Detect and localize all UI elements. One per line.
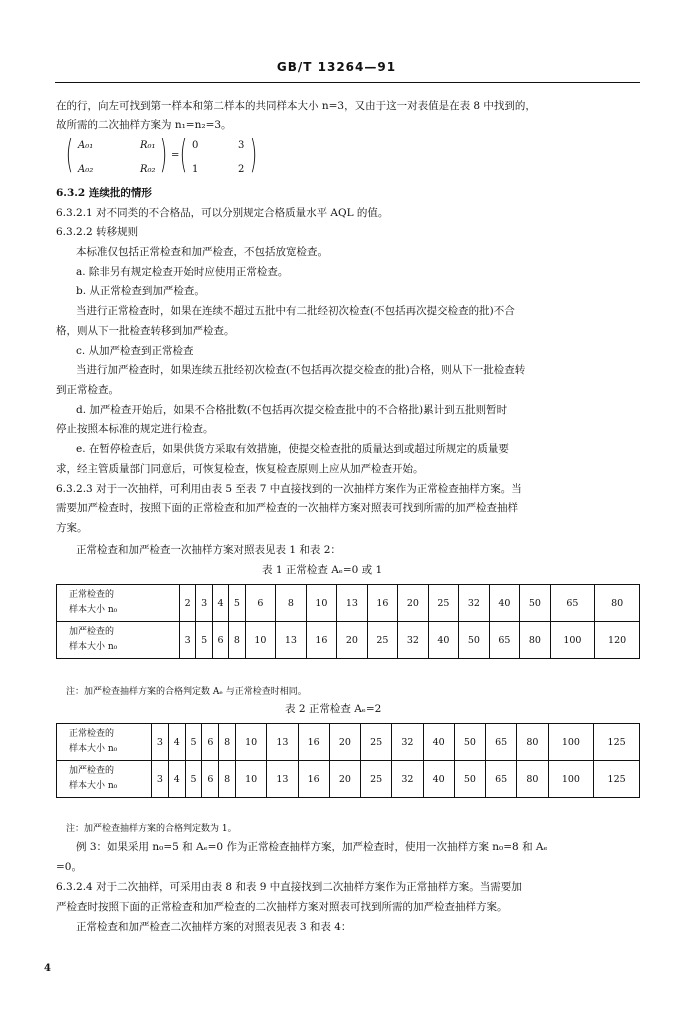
table-cell: 80 (517, 724, 548, 761)
table-cell: 3 (196, 585, 212, 622)
table-cell: 25 (428, 585, 459, 622)
table-cell: 10 (236, 724, 267, 761)
table-cell: 10 (236, 761, 267, 798)
body-line: 到正常检查。 (56, 384, 119, 396)
section-heading: 6.3.2.2 转移规则 (56, 226, 139, 238)
table-cell: 65 (489, 622, 520, 659)
table-cell: 20 (398, 585, 429, 622)
table-cell: 6 (245, 585, 276, 622)
row-label: 加严检查的 样本大小 n₀ (57, 622, 180, 659)
table-cell: 8 (219, 724, 236, 761)
table-cell: 8 (229, 622, 245, 659)
table-cell: 125 (594, 761, 640, 798)
table1-title: 表 1 正常检查 Aₑ=0 或 1 (262, 564, 383, 576)
body-line: 严检查时按照下面的正常检查和加严检查的二次抽样方案对照表可找到所需的加严检查抽样方案。 (56, 901, 508, 913)
body-line: 故所需的二次抽样方案为 n₁=n₂=3。 (56, 119, 232, 131)
matrix-r1: R₀₁ (140, 140, 156, 151)
table-cell: 40 (423, 724, 454, 761)
table-cell: 25 (367, 622, 398, 659)
table-cell: 5 (229, 585, 245, 622)
table-row (57, 761, 640, 798)
table-cell: 13 (267, 724, 298, 761)
row-label: 正常检查的 样本大小 n₀ (57, 724, 152, 761)
section-heading: 6.3.2 连续批的情形 (56, 187, 152, 199)
body-line: =0。 (56, 861, 82, 873)
body-line: a. 除非另有规定检查开始时应使用正常检查。 (76, 266, 289, 278)
table1-note: 注：加严检查抽样方案的合格判定数 Aₑ 与正常检查时相同。 (66, 687, 307, 697)
matrix-v22: 2 (238, 164, 245, 175)
table2-title: 表 2 正常检查 Aₑ=2 (285, 703, 382, 715)
header-rule (55, 82, 640, 83)
body-line: b. 从正常检查到加严检查。 (76, 285, 205, 297)
body-line: d. 加严检查开始后，如果不合格批数(不包括再次提交检查批中的不合格批)累计到五批则暂时 (76, 404, 508, 416)
page-number: 4 (44, 963, 51, 974)
table-cell: 16 (298, 761, 329, 798)
body-line: 停止按照本标准的规定进行检查。 (56, 423, 214, 435)
table-cell: 2 (180, 585, 196, 622)
table-cell: 32 (459, 585, 490, 622)
standard-number-header: GB/T 13264—91 (276, 60, 397, 74)
table-cell: 32 (398, 622, 429, 659)
body-line: 当进行正常检查时，如果在连续不超过五批中有二批经初次检查(不包括再次提交检查的批)不合 (76, 305, 515, 317)
table-cell: 3 (180, 622, 196, 659)
matrix-v21: 1 (192, 164, 199, 175)
table-cell: 6 (212, 622, 228, 659)
table-cell: 3 (152, 761, 169, 798)
body-line: 6.3.2.3 对于一次抽样，可利用由表 5 至表 7 中直接找到的一次抽样方案作为正常检查抽样方案。当 (56, 483, 522, 495)
table-cell: 8 (276, 585, 307, 622)
table-cell: 4 (212, 585, 228, 622)
table-row (57, 724, 640, 761)
table-cell: 10 (306, 585, 337, 622)
table-cell: 5 (185, 724, 202, 761)
table-cell: 100 (550, 622, 595, 659)
matrix-v12: 3 (238, 140, 245, 151)
table-cell: 5 (196, 622, 212, 659)
body-line: 6.3.2.1 对不同类的不合格品，可以分别规定合格质量水平 AQL 的值。 (56, 207, 389, 219)
matrix-v11: 0 (192, 140, 199, 151)
table-cell: 16 (298, 724, 329, 761)
table-2 (56, 723, 640, 798)
table-cell: 50 (520, 585, 551, 622)
table-cell: 80 (517, 761, 548, 798)
table-cell: 13 (337, 585, 368, 622)
decision-matrix: ( A₀₁ R₀₁ A₀₂ R₀₂ ) = ( 0 3 1 2 ) (65, 132, 258, 176)
table-cell: 10 (245, 622, 276, 659)
table-cell: 50 (454, 724, 485, 761)
table-cell: 120 (595, 622, 640, 659)
table-cell: 65 (486, 724, 517, 761)
table-cell: 25 (361, 724, 392, 761)
matrix-a2: A₀₂ (78, 164, 94, 175)
body-line: 需要加严检查时，按照下面的正常检查和加严检查的一次抽样方案对照表可找到所需的加严检查抽样 (56, 502, 518, 514)
matrix-r2: R₀₂ (140, 164, 156, 175)
table-cell: 80 (595, 585, 640, 622)
table-cell: 80 (520, 622, 551, 659)
table-cell: 100 (548, 724, 594, 761)
body-line: e. 在暂停检查后，如果供货方采取有效措施，使提交检查批的质量达到或超过所规定的质量要 (76, 443, 509, 455)
table-cell: 40 (423, 761, 454, 798)
table-cell: 16 (367, 585, 398, 622)
table-cell: 3 (152, 724, 169, 761)
body-line: 6.3.2.4 对于二次抽样，可采用由表 8 和表 9 中直接找到二次抽样方案作为正常抽样方案。当需要加 (56, 881, 522, 893)
body-line: c. 从加严检查到正常检查 (76, 345, 194, 357)
table-row (57, 585, 640, 622)
table-cell: 13 (267, 761, 298, 798)
table-cell: 32 (392, 724, 423, 761)
body-line: 在的行，向左可找到第一样本和第二样本的共同样本大小 n=3，又由于这一对表值是在表 8 中找到的， (56, 100, 536, 112)
table-cell: 65 (486, 761, 517, 798)
table-cell: 32 (392, 761, 423, 798)
table-cell: 4 (168, 724, 185, 761)
table-cell: 125 (594, 724, 640, 761)
body-line: 正常检查和加严检查二次抽样方案的对照表见表 3 和表 4： (76, 921, 352, 933)
table-cell: 20 (329, 761, 360, 798)
row-label: 加严检查的 样本大小 n₀ (57, 761, 152, 798)
body-line: 求，经主管质量部门同意后，可恢复检查，恢复检查原则上应从加严检查开始。 (56, 463, 424, 475)
matrix-a1: A₀₁ (78, 140, 94, 151)
table-cell: 50 (459, 622, 490, 659)
body-line: 当进行加严检查时，如果连续五批经初次检查(不包括再次提交检查的批)合格，则从下一批检查转 (76, 364, 526, 376)
table-cell: 40 (428, 622, 459, 659)
table-cell: 65 (550, 585, 595, 622)
table-cell: 40 (489, 585, 520, 622)
table-row (57, 622, 640, 659)
table2-note: 注：加严检查抽样方案的合格判定数为 1。 (66, 824, 237, 834)
table-cell: 100 (548, 761, 594, 798)
row-label: 正常检查的 样本大小 n₀ (57, 585, 180, 622)
table-cell: 20 (329, 724, 360, 761)
table-cell: 8 (219, 761, 236, 798)
table-cell: 25 (361, 761, 392, 798)
table-cell: 20 (337, 622, 368, 659)
table-cell: 6 (202, 761, 219, 798)
table-1 (56, 584, 640, 659)
table-cell: 16 (306, 622, 337, 659)
table-cell: 6 (202, 724, 219, 761)
body-line: 正常检查和加严检查一次抽样方案对照表见表 1 和表 2： (76, 544, 341, 556)
body-line: 例 3：如果采用 n₀=5 和 Aₑ=0 作为正常检查抽样方案，加严检查时，使用一次抽样方案 n₀=8 和 Aₑ (76, 841, 548, 853)
table-cell: 13 (276, 622, 307, 659)
body-line: 方案。 (56, 522, 88, 534)
body-line: 本标准仅包括正常检查和加严检查，不包括放宽检查。 (76, 246, 328, 258)
table-cell: 50 (454, 761, 485, 798)
table-cell: 5 (185, 761, 202, 798)
body-line: 格，则从下一批检查转移到加严检查。 (56, 325, 235, 337)
table-cell: 4 (168, 761, 185, 798)
